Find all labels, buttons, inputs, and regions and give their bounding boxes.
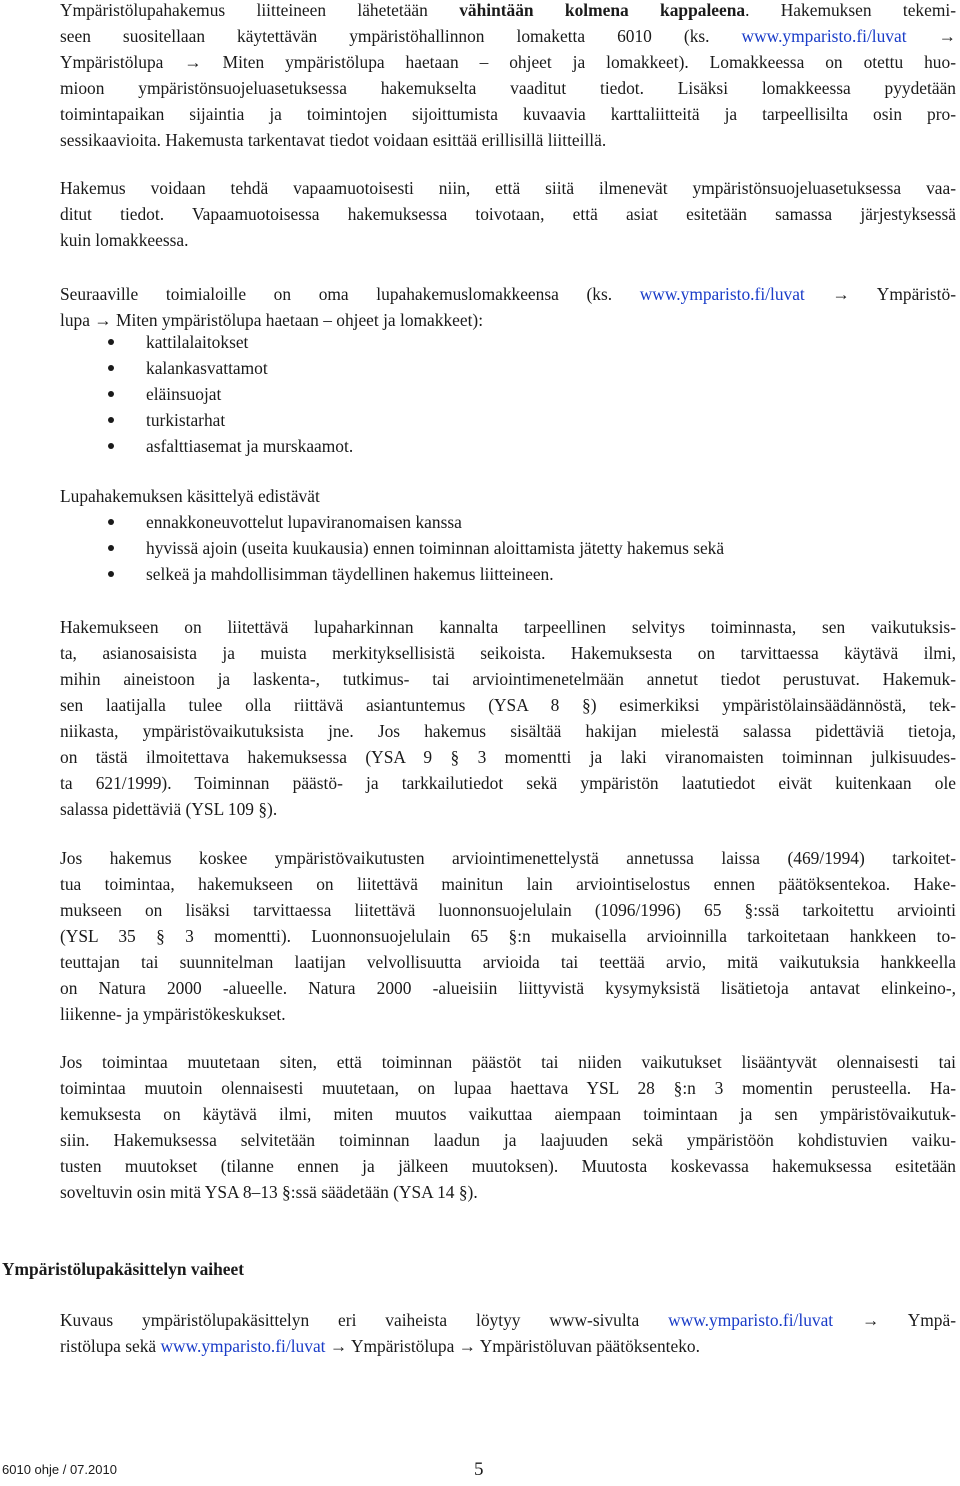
paragraph-processing (60, 483, 956, 509)
bullet-icon (108, 571, 114, 577)
text-line: mioon ympäristönsuojeluasetuksessa hakemukselta vaaditut tiedot. Lisäksi lomakkeessa pyydetään (60, 78, 956, 98)
text-line: seen suositellaan käytettävän ympäristöhallinnon lomaketta 6010 (ks. www.ymparisto.fi/luvat → (60, 26, 956, 46)
bullet-icon (108, 519, 114, 525)
paragraph-submission (60, 0, 956, 153)
text-line: ta, asianosaisista ja muista merkityksellisistä seikoista. Hakemuksesta on tarvittaessa käytävä ilmi, (60, 643, 956, 663)
text-line: niikasta, ympäristövaikutuksista jne. Jos hakemus sisältää hakijan mielestä salassa pidettäviä tietoja, (60, 721, 956, 741)
text-line: Lupahakemuksen käsittelyä edistävät (60, 486, 320, 506)
text-line: Ympäristölupa → Miten ympäristölupa haetaan – ohjeet ja lomakkeet). Lomakkeessa on otettu huo- (60, 52, 956, 72)
link-ymparisto-luvat[interactable]: www.ymparisto.fi/luvat (160, 1336, 326, 1356)
list-item: turkistarhat (60, 407, 353, 433)
list-item: asfalttiasemat ja murskaamot. (60, 433, 353, 459)
emphasis-text: vähintään kolmena kappaleena (459, 0, 746, 20)
text-line: on Natura 2000 -alueelle. Natura 2000 -alueisiin liittyvistä kysymyksistä lisätietoja antavat elinkeino-, (60, 978, 956, 998)
text-line: teuttajan tai suunnitelman laatijan velvollisuutta arvioida tai teettää arvio, mitä vaikutuksia hankkeella (60, 952, 956, 972)
text-line: soveltuvin osin mitä YSA 8–13 §:ssä säädetään (YSA 14 §). (60, 1182, 478, 1202)
text-line: ta 621/1999). Toiminnan päästö- ja tarkkailutiedot sekä ympäristön laatutiedot eivät kuitenkaan ole (60, 773, 956, 793)
text-line: Jos hakemus koskee ympäristövaikutusten arviointimenettelystä annetussa laissa (469/1994) tarkoitet- (60, 848, 956, 868)
text-line: tua toimintaa, hakemukseen on liitettävä mainitun lain arviointiselostus ennen päätöksentekoa. Hake- (60, 874, 956, 894)
text-line: liikenne- ja ympäristökeskukset. (60, 1004, 286, 1024)
text-line: (YSL 35 § 3 momentti). Luonnonsuojelulain 65 §:n mukaisella arvioinnilla tarkoitetaan hankkeen to- (60, 926, 956, 946)
list-item: selkeä ja mahdollisimman täydellinen hakemus liitteineen. (60, 561, 724, 587)
link-ymparisto-luvat[interactable]: www.ymparisto.fi/luvat (639, 284, 805, 304)
paragraph-attachments (60, 614, 956, 822)
bullet-icon (108, 545, 114, 551)
text-line: mukseen on lisäksi tarvittaessa liitettävä luonnonsuojelulain (1096/1996) 65 §:ssä tarkoitettu arviointi (60, 900, 956, 920)
list-item: ennakkoneuvottelut lupaviranomaisen kanssa (60, 509, 724, 535)
list-item: hyvissä ajoin (useita kuukausia) ennen toiminnan aloittamista jätetty hakemus sekä (60, 535, 724, 561)
text-line: mihin aineistoon ja laskenta-, tutkimus- tai arviointimenetelmään annetut tiedot perustuvat. Hakemuk- (60, 669, 956, 689)
paragraph-stages (60, 1307, 956, 1359)
text-line: Jos toimintaa muutetaan siten, että toiminnan päästöt tai niiden vaikutukset lisääntyvät olennaisesti tai (60, 1052, 956, 1072)
paragraph-free-form (60, 175, 956, 253)
link-ymparisto-luvat[interactable]: www.ymparisto.fi/luvat (741, 26, 907, 46)
footer-form-version: 6010 ohje / 07.2010 (2, 1462, 117, 1477)
bullet-icon (108, 443, 114, 449)
paragraph-eia (60, 845, 956, 1027)
page-number: 5 (474, 1459, 484, 1480)
text-line: kuin lomakkeessa. (60, 230, 189, 250)
paragraph-industry-forms (60, 281, 956, 333)
bullet-icon (108, 339, 114, 345)
text-line: kemuksesta on käytävä ilmi, miten muutos vaikuttaa aiempaan toimintaan ja sen ympäristövaikutuk- (60, 1104, 956, 1124)
list-item: kattilalaitokset (60, 329, 353, 355)
text-line: ditut tiedot. Vapaamuotoisessa hakemuksessa toivotaan, että asiat esitetään samassa järjestyksessä (60, 204, 956, 224)
text-line: sen laatijalla tulee olla riittävä asiantuntemus (YSA 8 §) esimerkiksi ympäristölainsäädännöstä, tek- (60, 695, 956, 715)
text-line: Seuraaville toimialoille on oma lupahakemuslomakkeensa (ks. www.ymparisto.fi/luvat → Ympäristö- (60, 284, 957, 304)
processing-list (60, 509, 724, 587)
bullet-icon (108, 417, 114, 423)
list-item: eläinsuojat (60, 381, 353, 407)
text-line: ristölupa sekä www.ymparisto.fi/luvat → Ympäristölupa → Ympäristöluvan päätöksenteko. (60, 1336, 700, 1356)
text-line: Kuvaus ympäristölupakäsittelyn eri vaiheista löytyy www-sivulta www.ymparisto.fi/luvat → Ympä- (60, 1310, 956, 1330)
text-line: lupa → Miten ympäristölupa haetaan – ohjeet ja lomakkeet): (60, 310, 484, 330)
list-item: kalankasvattamot (60, 355, 353, 381)
text-line: tusten muutokset (tilanne ennen ja jälkeen muutoksen). Muutosta koskevassa hakemuksessa esitetään (60, 1156, 956, 1176)
text-line: sessikaavioita. Hakemusta tarkentavat tiedot voidaan esittää erillisillä liitteillä. (60, 130, 607, 150)
text-line: Ympäristölupahakemus liitteineen lähetetään vähintään kolmena kappaleena. Hakemuksen tekemi- (60, 0, 956, 20)
text-line: salassa pidettäviä (YSL 109 §). (60, 799, 278, 819)
bullet-icon (108, 391, 114, 397)
section-heading: Ympäristölupakäsittelyn vaiheet (2, 1259, 245, 1279)
text-line: siin. Hakemuksessa selvitetään toiminnan laadun ja laajuuden sekä ympäristöön kohdistuvien vaiku- (60, 1130, 956, 1150)
text-line: on tästä ilmoitettava hakemuksessa (YSA 9 § 3 momentti ja laki viranomaisten toiminnan julkisuudes- (60, 747, 956, 767)
text-line: toimintaa muutoin olennaisesti muutetaan, on lupaa haettava YSL 28 §:n 3 momentin perusteella. Ha- (60, 1078, 956, 1098)
industry-list (60, 329, 353, 459)
text-line: toimintapaikan sijaintia ja toimintojen sijoittumista kuvaavia karttaliitteitä ja tarpeellisilta osin pro- (60, 104, 956, 124)
text-line: Hakemukseen on liitettävä lupaharkinnan kannalta tarpeellinen selvitys toiminnasta, sen vaikutuksis- (60, 617, 956, 637)
paragraph-changes (60, 1049, 956, 1205)
text-line: Hakemus voidaan tehdä vapaamuotoisesti niin, että siitä ilmenevät ympäristönsuojeluasetuksessa vaa- (60, 178, 956, 198)
link-ymparisto-luvat[interactable]: www.ymparisto.fi/luvat (668, 1310, 834, 1330)
bullet-icon (108, 365, 114, 371)
